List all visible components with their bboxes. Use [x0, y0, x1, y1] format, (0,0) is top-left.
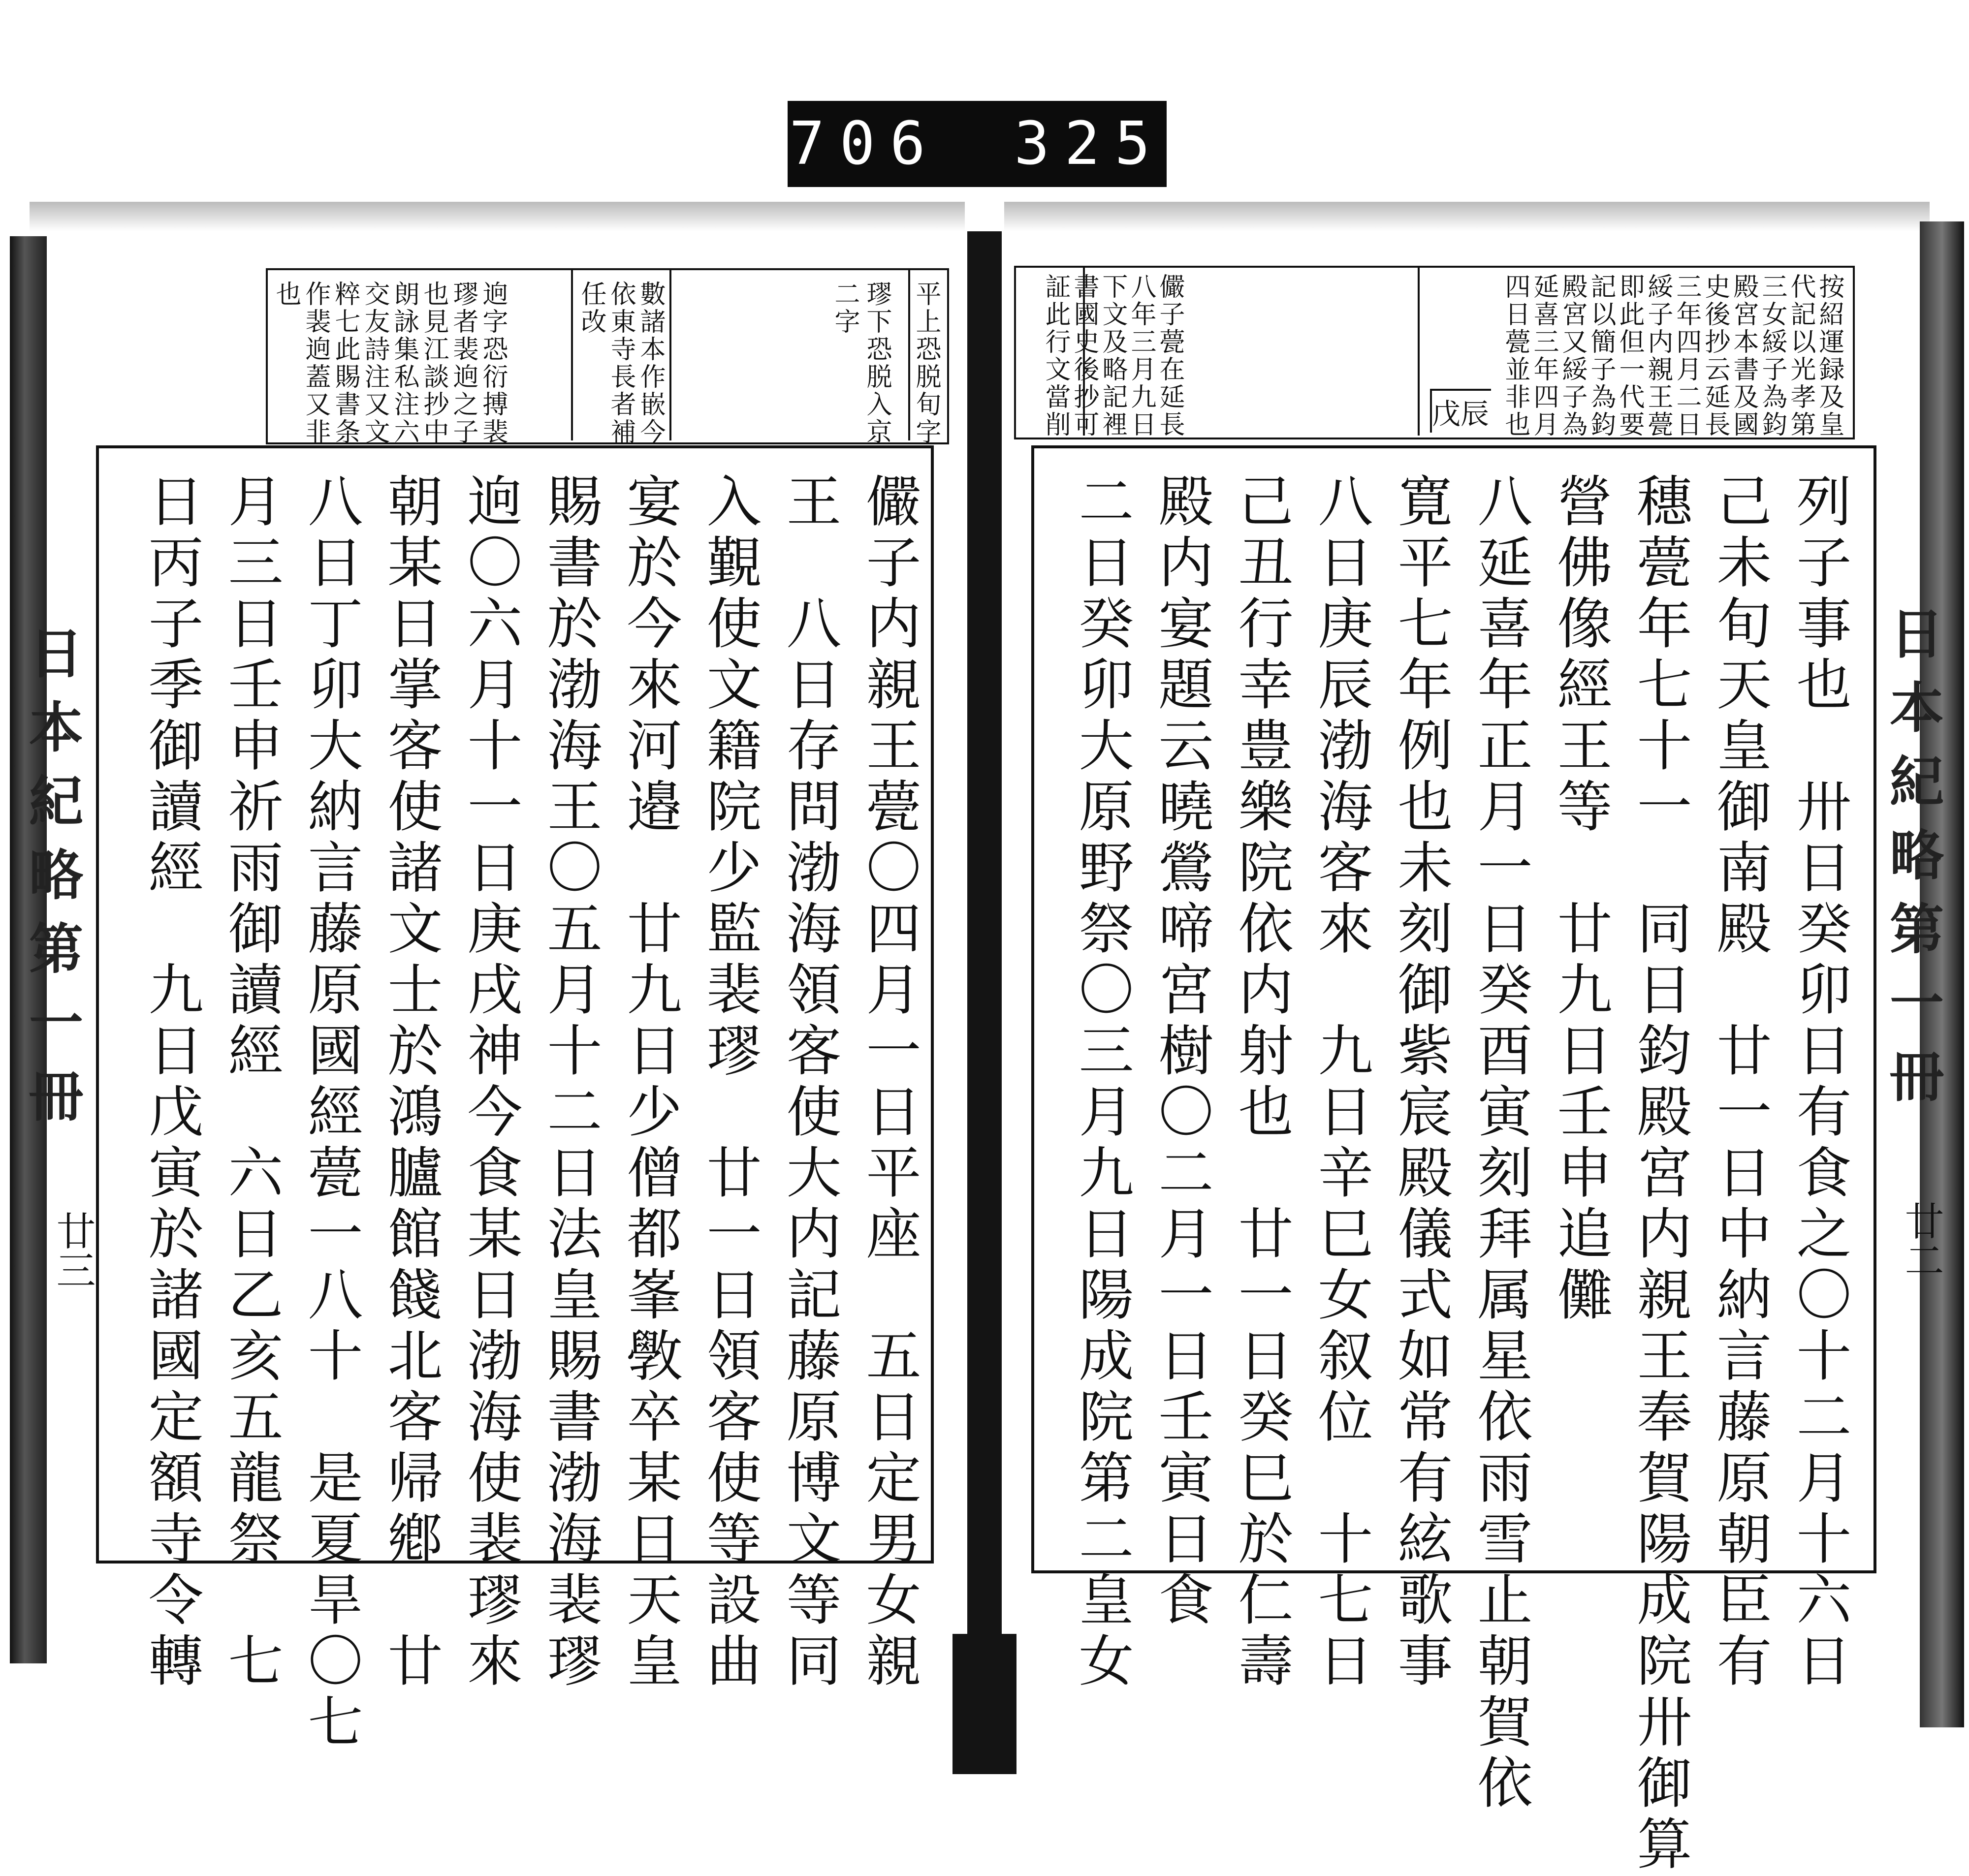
book-spine-bottom	[953, 1634, 1016, 1774]
text-column: 二日癸卯大原野祭〇三月九日陽成院第二皇女	[1070, 472, 1134, 1693]
text-column: 入覲使文籍院少監裴璆 廿一日領客使等設曲	[698, 472, 762, 1693]
text-column: 八延喜年正月一日癸酉寅刻拜属星依雨雪止朝賀依	[1468, 472, 1532, 1815]
left-main-text	[113, 472, 921, 1754]
right-margin-title: 日本紀略第一冊	[1881, 605, 1944, 1122]
right-headnote-2: 儼子甍在延長 八年三月九日 下文及略記裡 書國史後抄可 証此行文當削	[1041, 273, 1184, 438]
right-main-text	[1039, 472, 1856, 1876]
text-column: 八日丁卯大納言藤原國經甍一八十 是夏旱〇七	[299, 472, 363, 1754]
right-headnote-1: 按紹運録及皇 代記以光孝第 三女綏子為鈞 殿宮本書及國 史後抄云延長 三年四月二日 綏子内親王甍 即此但一代要 記以簡子為鈞 殿宮又綏子為 延喜三年四月 四日甍並非也	[1500, 273, 1844, 438]
text-column: 己未旬天皇御南殿 廿一日中納言藤原朝臣有	[1708, 472, 1772, 1693]
book-spine	[967, 231, 1002, 1774]
frame-number-label	[788, 101, 1167, 187]
text-column: 逈〇六月十一日庚戌神今食某日渤海使裴璆來	[458, 472, 522, 1693]
left-folio: 廿三	[50, 1211, 95, 1289]
right-headnote-era-label: 戊辰	[1430, 389, 1491, 433]
text-column: 王 八日存問渤海領客使大内記藤原博文等同	[777, 472, 841, 1693]
text-column: 賜書於渤海王〇五月十二日法皇賜書渤海裴璆	[538, 472, 602, 1693]
text-column: 儼子内親王甍〇四月一日平座 五日定男女親	[857, 472, 921, 1693]
text-column: 列子事也 卅日癸卯日有食之〇十二月十六日	[1787, 472, 1851, 1693]
frame-number-right: 325	[1014, 110, 1165, 178]
text-column: 寛平七年例也未刻御紫宸殿儀式如常有絃歌事	[1389, 472, 1453, 1693]
text-column: 穗甍年七十一 同日鈞殿宮内親王奉賀陽成院卅御算	[1628, 472, 1692, 1876]
text-column: 日丙子季御讀經 九日戊寅於諸國定額寺令轉	[139, 472, 203, 1693]
text-column: 殿内宴題云曉鶯啼宮樹〇二月一日壬寅日食	[1149, 472, 1213, 1632]
left-margin-title: 日本紀略第一冊	[20, 625, 84, 1142]
frame-number-left: 706	[789, 110, 940, 178]
text-column: 朝某日掌客使諸文士於鴻臚館餞北客帰鄕 廿	[379, 472, 443, 1693]
text-column: 營佛像經王等 廿九日壬申追儺	[1548, 472, 1612, 1327]
text-column: 八日庚辰渤海客來 九日辛巳女叙位 十七日	[1309, 472, 1373, 1693]
right-folio: 廿二	[1898, 1201, 1944, 1280]
text-column: 宴於今來河邉 廿九日少僧都峯斆卒某日天皇	[618, 472, 682, 1693]
left-headnote-4: 逈字恐衍搏裴 璆者裴逈之子 也見江談抄中 朗詠集私注六 交友詩注又文 粹七此賜書条 作裴逈蓋又非 也	[271, 281, 508, 446]
text-column: 月三日壬申祈雨御讀經 六日乙亥五龍祭 七	[219, 472, 283, 1693]
left-headnote-3: 數諸本作嵌今 依東寺長者補 任改	[576, 281, 665, 446]
left-page-top-edge	[30, 202, 965, 231]
right-page-top-edge	[1004, 202, 1930, 231]
left-headnote-2: 璆下恐脱入京 二字	[830, 281, 891, 446]
text-column: 己丑行幸豊樂院依内射也 廿一日癸巳於仁壽	[1229, 472, 1293, 1693]
